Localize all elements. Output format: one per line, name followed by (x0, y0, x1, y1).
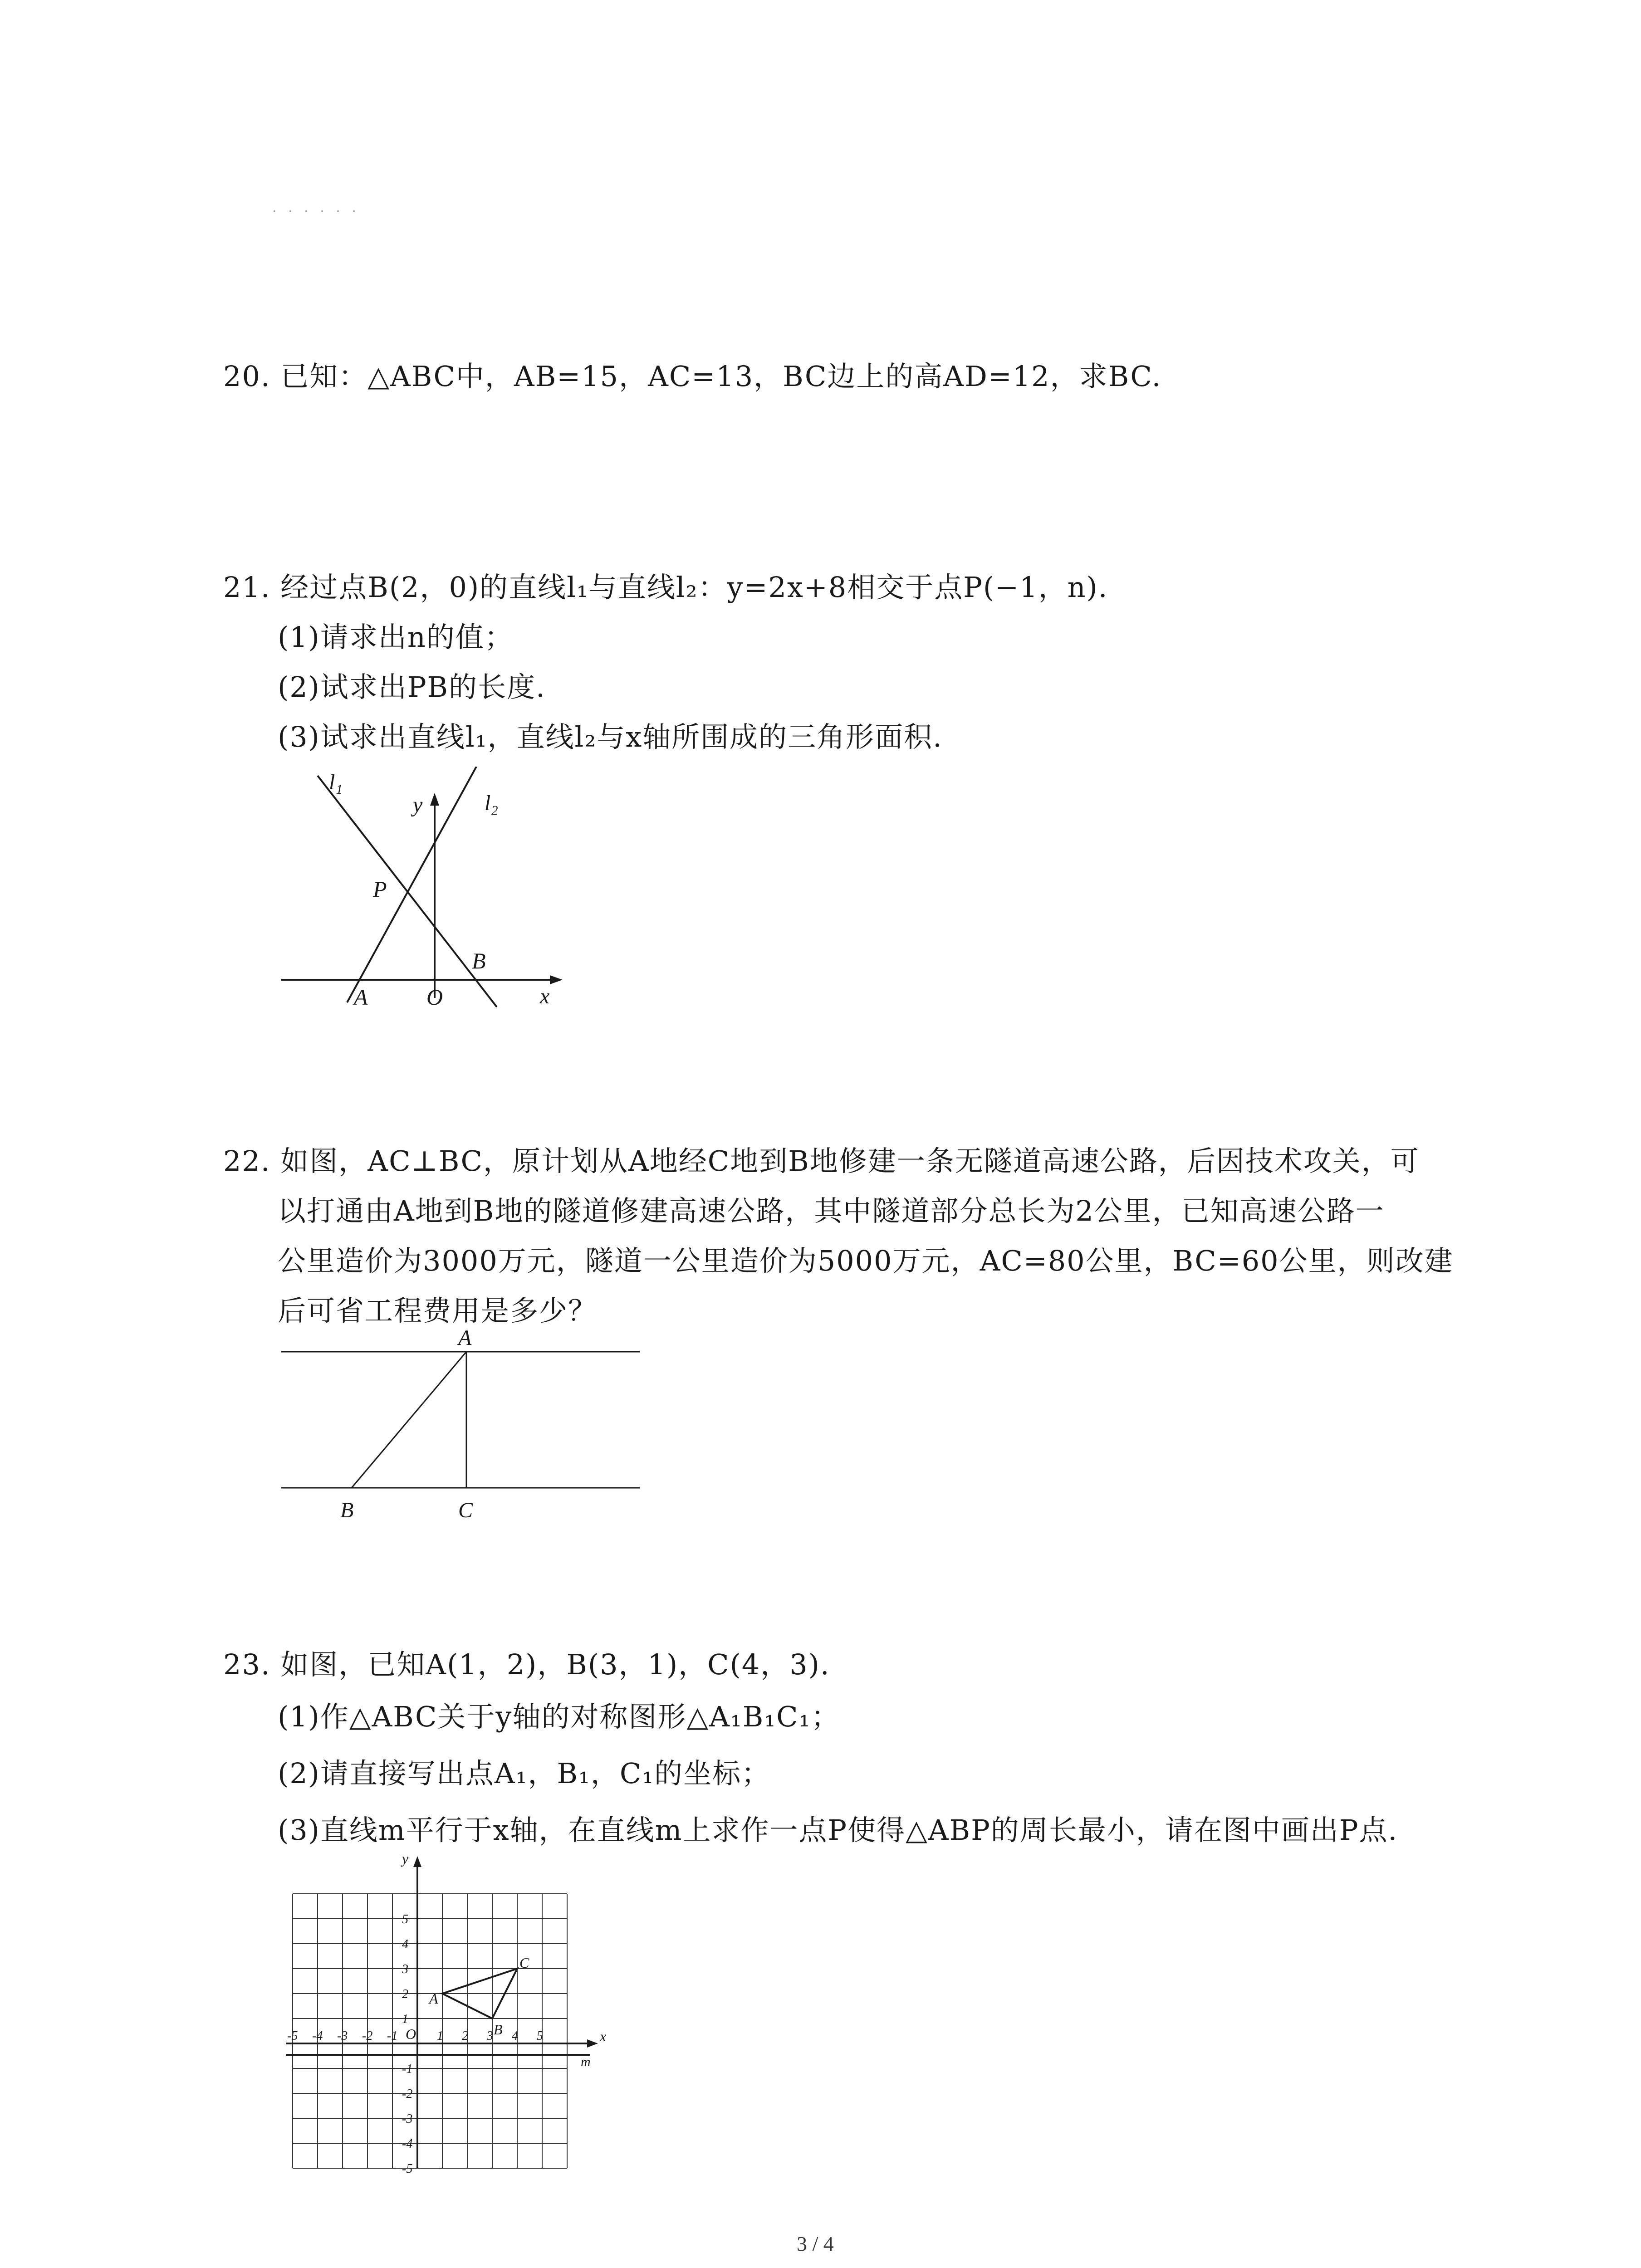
segment-ab (352, 1352, 466, 1488)
label-p: P (373, 876, 387, 902)
label-a: A (354, 984, 368, 1010)
question-21-sub1: (1)请求出n的值； (278, 621, 514, 654)
x-tick-label: 5 (537, 2029, 543, 2043)
x-axis-arrow-icon (587, 2039, 598, 2048)
label-l2: l₂ (485, 791, 499, 815)
page-number: 3 / 4 (797, 2232, 834, 2255)
x-tick-label: 4 (512, 2029, 518, 2043)
x-tick-label: -3 (337, 2029, 348, 2043)
y-tick-label: -3 (402, 2112, 413, 2126)
y-tick-label: 4 (402, 1937, 408, 1951)
question-22-line2: 以打通由A地到B地的隧道修建高速公路，其中隧道部分总长为2公里，已知高速公路一 (278, 1194, 1385, 1227)
y-tick-label: 3 (402, 1962, 408, 1976)
x-tick-label: 2 (462, 2029, 468, 2043)
label-c: C (519, 1955, 529, 1971)
question-23-sub1: (1)作△ABC关于y轴的对称图形△A₁B₁C₁； (278, 1700, 840, 1733)
question-23-sub2: (2)请直接写出点A₁，B₁，C₁的坐标； (278, 1757, 771, 1790)
x-tick-label: -4 (312, 2029, 323, 2043)
y-tick-label: -2 (402, 2087, 413, 2101)
label-b: B (472, 948, 486, 973)
label-b: B (494, 2021, 503, 2038)
question-22-figure (272, 1320, 653, 1529)
question-22-line1: 22. 如图，AC⊥BC，原计划从A地经C地到B地修建一条无隧道高速公路，后因技术攻关，可 (223, 1144, 1420, 1178)
question-22-line3: 公里造价为3000万元，隧道一公里造价为5000万元，AC=80公里，BC=60公里，则改建 (278, 1244, 1454, 1277)
x-tick-label: -1 (387, 2029, 398, 2043)
label-c: C (458, 1498, 473, 1522)
x-tick-label: 1 (437, 2029, 443, 2043)
y-axis-arrow-icon (430, 793, 439, 806)
question-20-text: 20. 已知：△ABC中，AB=15，AC=13，BC边上的高AD=12，求BC. (223, 360, 1162, 393)
y-tick-label: -5 (402, 2162, 413, 2176)
label-b: B (340, 1498, 354, 1522)
label-y: y (402, 1851, 409, 1867)
question-21-figure (272, 767, 572, 1012)
label-a: A (458, 1326, 472, 1350)
x-tick-label: -5 (287, 2029, 298, 2043)
question-21-text: 21. 经过点B(2，0)的直线l₁与直线l₂：y=2x+8相交于点P(−1，n). (223, 571, 1108, 604)
label-l1: l₁ (329, 770, 343, 794)
question-21-sub3: (3)试求出直线l₁，直线l₂与x轴所围成的三角形面积. (278, 720, 943, 753)
y-axis-arrow-icon (413, 1856, 421, 1867)
line-l2 (347, 767, 476, 1002)
label-y: y (413, 793, 423, 817)
question-23-figure (272, 1851, 617, 2177)
y-tick-label: 5 (402, 1912, 408, 1926)
x-axis-arrow-icon (550, 975, 563, 984)
x-tick-label: 3 (487, 2029, 493, 2043)
header-dots: . . . . . . (272, 200, 360, 215)
question-23-sub3: (3)直线m平行于x轴，在直线m上求作一点P使得△ABP的周长最小，请在图中画出P点. (278, 1813, 1398, 1847)
y-tick-label: 1 (402, 2012, 408, 2026)
coordinate-grid (293, 1894, 567, 2168)
x-tick-label: -2 (362, 2029, 373, 2043)
label-o: O (426, 984, 443, 1010)
label-a: A (429, 1990, 438, 2007)
question-22-line4: 后可省工程费用是多少？ (278, 1294, 598, 1327)
y-tick-label: -1 (402, 2062, 413, 2076)
question-23-text: 23. 如图，已知A(1，2)，B(3，1)，C(4，3). (223, 1648, 830, 1681)
y-tick-label: 2 (402, 1987, 408, 2001)
label-x: x (600, 2028, 607, 2044)
question-21-sub2: (2)试求出PB的长度. (278, 670, 546, 704)
label-o: O (406, 2026, 416, 2042)
label-x: x (540, 984, 550, 1008)
label-m: m (581, 2054, 591, 2069)
y-tick-label: -4 (402, 2137, 413, 2151)
